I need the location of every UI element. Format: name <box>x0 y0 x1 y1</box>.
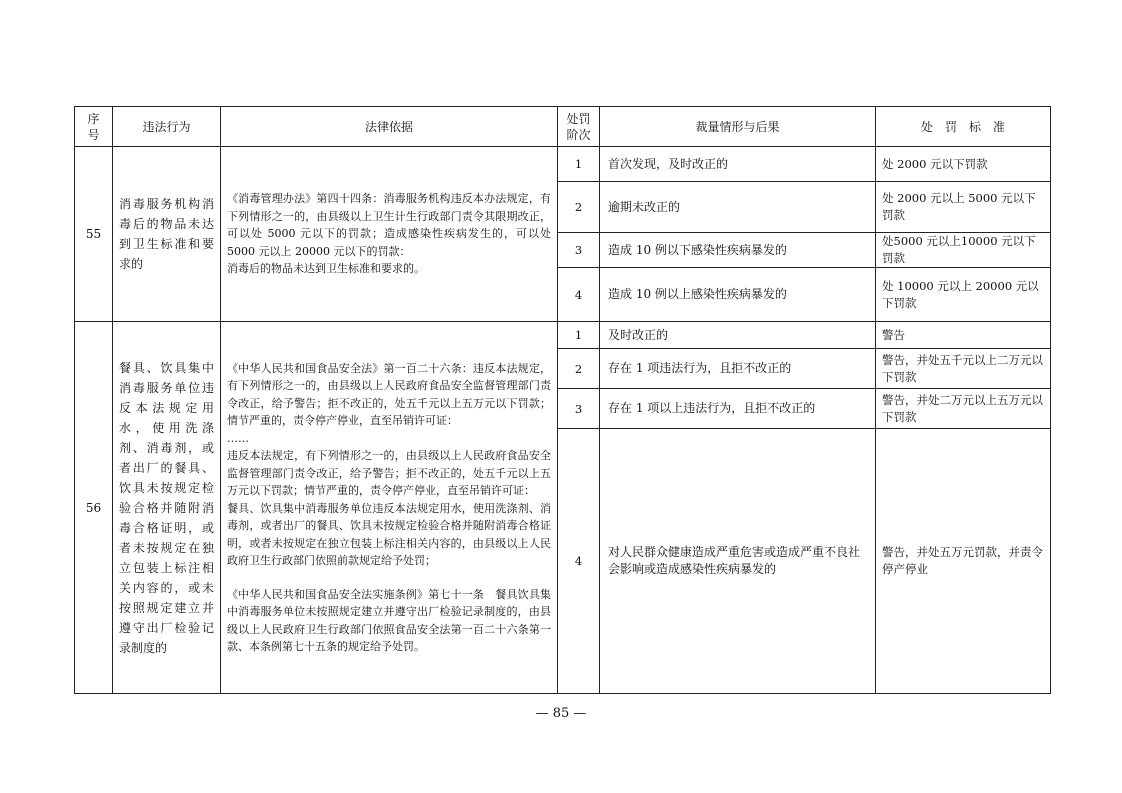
header-seq: 序号 <box>75 107 113 147</box>
level-number: 1 <box>558 322 600 349</box>
header-standard: 处 罚 标 准 <box>876 107 1051 147</box>
circumstance-cell: 造成 10 例以下感染性疾病暴发的 <box>600 233 876 268</box>
basis-paragraph: 违反本法规定，有下列情形之一的，由县级以上人民政府食品安全监督管理部门责令改正，给予警告；拒不改正的，处五千元以上五万元以下罚款；情节严重的，责令停产停业，直至吊销许可证： <box>227 449 551 497</box>
row-act: 消毒服务机构消毒后的物品未达到卫生标准和要求的 <box>113 147 221 322</box>
basis-paragraph: 《中华人民共和国食品安全法实施条例》第七十一条 餐具饮具集中消毒服务单位未按照规定建立并遵守出厂检验记录制度的，由县级以上人民政府卫生行政部门依照食品安全法第一百二十六条第一款、本条例第七十五条的规定给予处罚。 <box>227 587 551 653</box>
basis-paragraph: …… <box>227 431 249 445</box>
row-seq: 56 <box>75 322 113 694</box>
basis-paragraph: 《消毒管理办法》第四十四条：消毒服务机构违反本办法规定，有下列情形之一的，由县级以上卫生计生行政部门责令其限期改正，可以处 5000 元以下的罚款；造成感染性疾病发生的，可以处 5000 元以上 20000 元以下的罚款： <box>227 192 551 258</box>
standard-cell: 处 2000 元以上 5000 元以下罚款 <box>876 182 1051 233</box>
circumstance-cell: 逾期未改正的 <box>600 182 876 233</box>
level-number: 3 <box>558 233 600 268</box>
standard-cell: 警告 <box>876 322 1051 349</box>
penalty-table <box>74 106 1051 694</box>
header-circumstance: 裁量情形与后果 <box>600 107 876 147</box>
level-number: 2 <box>558 349 600 389</box>
row-act: 餐具、饮具集中消毒服务单位违反本法规定用水，使用洗涤剂、消毒剂，或者出厂的餐具、饮具未按规定检验合格并随附消毒合格证明，或者未按规定在独立包装上标注相关内容的，或未按照规定建立并遵守出厂检验记录制度的 <box>113 322 221 694</box>
table-row <box>75 322 1051 349</box>
basis-paragraph: 《中华人民共和国食品安全法》第一百二十六条：违反本法规定，有下列情形之一的，由县级以上人民政府食品安全监督管理部门责令改正，给予警告；拒不改正的，处五千元以上五万元以下罚款；情节严重的，责令停产停业，直至吊销许可证： <box>227 361 551 427</box>
table-header-row <box>75 107 1051 147</box>
header-level: 处罚阶次 <box>558 107 600 147</box>
basis-paragraph: 消毒后的物品未达到卫生标准和要求的。 <box>227 262 425 276</box>
header-basis: 法律依据 <box>221 107 558 147</box>
level-number: 4 <box>558 429 600 694</box>
row-basis <box>221 147 558 322</box>
standard-cell: 处 2000 元以下罚款 <box>876 147 1051 182</box>
level-number: 4 <box>558 268 600 322</box>
table-row <box>75 147 1051 182</box>
circumstance-cell: 首次发现，及时改正的 <box>600 147 876 182</box>
basis-paragraph: 餐具、饮具集中消毒服务单位违反本法规定用水，使用洗涤剂、消毒剂，或者出厂的餐具、饮具未按规定检验合格并随附消毒合格证明，或者未按规定在独立包装上标注相关内容的，由县级以上人民政府卫生行政部门依照前款规定给予处罚； <box>227 501 551 567</box>
standard-cell: 警告，并处五万元罚款，并责令停产停业 <box>876 429 1051 694</box>
level-number: 1 <box>558 147 600 182</box>
standard-cell: 处 10000 元以上 20000 元以下罚款 <box>876 268 1051 322</box>
standard-cell: 处5000 元以上10000 元以下罚款 <box>876 233 1051 268</box>
circumstance-cell: 对人民群众健康造成严重危害或造成严重不良社会影响或造成感染性疾病暴发的 <box>600 429 876 694</box>
row-seq: 55 <box>75 147 113 322</box>
page-number: — 85 — <box>535 706 587 721</box>
circumstance-cell: 及时改正的 <box>600 322 876 349</box>
circumstance-cell: 存在 1 项以上违法行为，且拒不改正的 <box>600 389 876 429</box>
row-basis <box>221 322 558 694</box>
header-act: 违法行为 <box>113 107 221 147</box>
level-number: 3 <box>558 389 600 429</box>
paragraph-gap <box>227 570 551 586</box>
standard-cell: 警告，并处二万元以上五万元以下罚款 <box>876 389 1051 429</box>
circumstance-cell: 存在 1 项违法行为，且拒不改正的 <box>600 349 876 389</box>
circumstance-cell: 造成 10 例以上感染性疾病暴发的 <box>600 268 876 322</box>
standard-cell: 警告，并处五千元以上二万元以下罚款 <box>876 349 1051 389</box>
level-number: 2 <box>558 182 600 233</box>
